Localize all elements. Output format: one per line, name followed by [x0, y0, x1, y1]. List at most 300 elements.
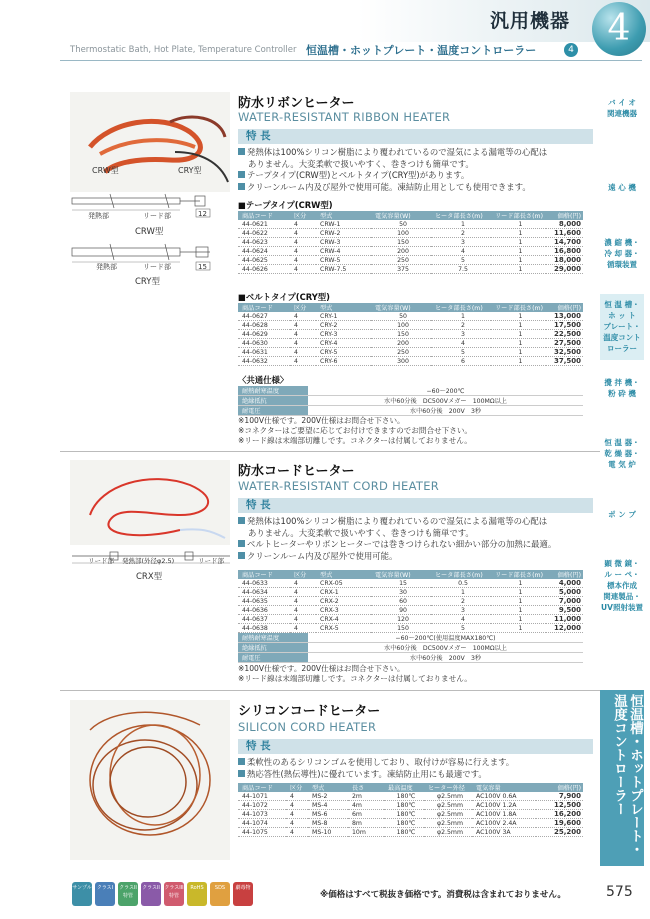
table-cell: 1: [491, 238, 546, 247]
spec-row: [238, 653, 583, 663]
table-cell: MS-4: [308, 801, 348, 810]
table-cell: AC100V 3A: [472, 828, 536, 837]
table-row: [238, 229, 583, 238]
table-header-row: [238, 211, 583, 220]
table-cell: 2: [431, 321, 491, 330]
table-cell: 4: [290, 579, 316, 588]
diagram-label-heat: 発熱部: [88, 212, 109, 220]
subtitle-en: Thermostatic Bath, Hot Plate, Temperature Controller: [70, 45, 297, 55]
footer-badge-icon: クラスII特管: [118, 882, 138, 906]
table-cell: 90: [371, 606, 431, 615]
table-cell: 6: [431, 357, 491, 366]
table-cell: CRW-5: [316, 256, 371, 265]
ribbon-heater-photo: [70, 92, 230, 192]
table-cell: 4: [290, 357, 316, 366]
table-cell: 100: [371, 321, 431, 330]
table-cell: 6m: [348, 810, 384, 819]
table-cell: 44-0632: [238, 357, 290, 366]
table-cell: 44-0633: [238, 579, 290, 588]
column-header: 区分: [290, 303, 316, 312]
note: ※リード線は末端部切離しです。コネクターは付属しておりません。: [238, 436, 472, 445]
table-cell: 44-0622: [238, 229, 290, 238]
spec-key: 絶縁抵抗: [238, 643, 308, 653]
table-cell: 4: [290, 624, 316, 633]
column-header: リード部長さ(m): [491, 570, 546, 579]
common-spec-title: 〈共通仕様〉: [238, 375, 289, 385]
table-cell: 1: [491, 339, 546, 348]
spec-key: 耐熱耐寒温度: [238, 386, 308, 396]
table-row: [238, 238, 583, 247]
table-cell: 4: [290, 321, 316, 330]
spec-key: 絶縁抵抗: [238, 396, 308, 406]
table-row: [238, 265, 583, 274]
table-cell: 1: [491, 348, 546, 357]
bullet: 発熱体は100%シリコン樹脂により覆われているので湿気による漏電等の心配は: [238, 516, 598, 528]
table-cell: 3: [431, 330, 491, 339]
table-cell: 44-1072: [238, 801, 286, 810]
cord-diagram-lead2: リード部: [198, 557, 224, 565]
table-cell: 13,000: [546, 312, 583, 321]
table-row: [238, 819, 583, 828]
table-cell: 8,000: [546, 220, 583, 229]
table-cell: 4,000: [546, 579, 583, 588]
table-cell: 12,000: [546, 624, 583, 633]
sidebar-item-pump[interactable]: [600, 509, 644, 523]
bullet-cont: ありません。大変柔軟で扱いやすく、巻きつけも簡単です。: [248, 527, 474, 538]
table-row: [238, 357, 583, 366]
table-cell: 37,500: [546, 357, 583, 366]
column-header: 区分: [290, 570, 316, 579]
table-cell: 200: [371, 247, 431, 256]
table-cell: 2m: [348, 792, 384, 801]
table-cell: 1: [431, 312, 491, 321]
table-cell: 12,500: [536, 801, 583, 810]
table-cell: CRX-05: [316, 579, 371, 588]
table-cell: φ2.5mm: [424, 801, 472, 810]
sidebar-label: 濃 縮 機・ 冷 却 器・ 循環装置: [604, 238, 640, 269]
table-cell: 1: [491, 220, 546, 229]
table-cell: 2: [431, 229, 491, 238]
spec-value: 水中60分後 200V 3秒: [308, 406, 583, 416]
table-cell: 1: [491, 312, 546, 321]
column-header: リード部長さ(m): [491, 303, 546, 312]
table-cell: 1: [491, 357, 546, 366]
table-cell: 14,700: [546, 238, 583, 247]
table-cell: CRY-4: [316, 339, 371, 348]
table-cell: 180℃: [384, 801, 424, 810]
column-header: 商品コード: [238, 570, 290, 579]
sidebar-label: 恒 温 器・ 乾 燥 器・ 電 気 炉: [604, 438, 640, 469]
table-cell: MS-10: [308, 828, 348, 837]
table-cell: 5: [431, 256, 491, 265]
ribbon-title: 防水リボンヒーター: [238, 96, 355, 111]
table-cell: 180℃: [384, 810, 424, 819]
table-row: [238, 597, 583, 606]
table-cell: 17,500: [546, 321, 583, 330]
silicon-title-en: SILICON CORD HEATER: [238, 720, 377, 734]
table-cell: 29,000: [546, 265, 583, 274]
table-cell: 4: [290, 220, 316, 229]
table-cell: 4: [290, 229, 316, 238]
table-cell: 44-1071: [238, 792, 286, 801]
table-cell: 11,600: [546, 229, 583, 238]
table-cell: AC100V 1.8A: [472, 810, 536, 819]
column-header: 型式: [316, 303, 371, 312]
tape-type-title: ■テープタイプ(CRW型): [238, 200, 333, 210]
section-divider: [60, 451, 600, 452]
table-cell: 7,900: [536, 792, 583, 801]
table-cell: 1: [491, 597, 546, 606]
spec-row: [238, 633, 583, 643]
sidebar-item-bio[interactable]: [600, 97, 644, 127]
table-cell: 4: [290, 339, 316, 348]
table-cell: AC100V 1.2A: [472, 801, 536, 810]
table-cell: CRY-3: [316, 330, 371, 339]
table-cell: 44-0627: [238, 312, 290, 321]
table-cell: φ2.5mm: [424, 819, 472, 828]
bullet: 発熱体は100%シリコン樹脂により覆われているので湿気による漏電等の心配は: [238, 147, 598, 159]
table-cell: 4: [290, 330, 316, 339]
bullet-cont: ありません。大変柔軟で扱いやすく、巻きつけも簡単です。: [248, 158, 474, 169]
column-header: 区分: [290, 211, 316, 220]
table-cell: φ2.5mm: [424, 810, 472, 819]
sidebar-label: バ イ オ 関連機器: [607, 98, 637, 118]
cord-title-en: WATER-RESISTANT CORD HEATER: [238, 479, 440, 493]
table-cell: 27,500: [546, 339, 583, 348]
table-cell: 22,500: [546, 330, 583, 339]
table-cell: 1: [491, 588, 546, 597]
column-header: 電気容量: [472, 783, 536, 792]
spec-value: 水中60分後 200V 3秒: [308, 653, 583, 663]
column-header: 価格(円): [546, 211, 583, 220]
column-header: 最高温度: [384, 783, 424, 792]
photo-label-cry: CRY型: [178, 166, 202, 175]
bullet: テープタイプ(CRW型)とベルトタイプ(CRY型)があります。: [238, 170, 598, 182]
table-cell: 180℃: [384, 819, 424, 828]
table-cell: CRY-1: [316, 312, 371, 321]
column-header: 商品コード: [238, 211, 290, 220]
table-cell: 4: [290, 256, 316, 265]
current-category-label: 恒温槽・ホットプレート・温度コントローラー: [611, 694, 643, 856]
table-cell: 4: [290, 312, 316, 321]
diagram-model-crw: CRW型: [135, 227, 164, 237]
table-cell: 44-0625: [238, 256, 290, 265]
table-cell: 44-0631: [238, 348, 290, 357]
table-cell: 4: [290, 588, 316, 597]
column-header: 価格(円): [546, 570, 583, 579]
table-cell: MS-6: [308, 810, 348, 819]
table-header-row: [238, 783, 583, 792]
table-row: [238, 247, 583, 256]
spec-key: 耐電圧: [238, 653, 308, 663]
footer-badge-icon: サンプル: [72, 882, 92, 906]
diagram-label-heat: 発熱部: [96, 263, 117, 271]
cord-diagram-heat: 発熱部(外径φ2.5): [122, 557, 175, 565]
table-row: [238, 615, 583, 624]
silicon-table: [238, 783, 583, 837]
table-cell: 9,500: [546, 606, 583, 615]
table-row: [238, 256, 583, 265]
spec-key: 耐電圧: [238, 406, 308, 416]
bullet: ベルトヒーターやリボンヒーターでは巻きつけられない細かい部分の加熱に最適。: [238, 539, 598, 551]
table-cell: 5: [431, 348, 491, 357]
cord-common-spec: [238, 633, 583, 663]
table-cell: 44-0621: [238, 220, 290, 229]
table-cell: CRX-3: [316, 606, 371, 615]
column-header: ヒータ部長さ(m): [431, 211, 491, 220]
sidebar-item-microscope[interactable]: [600, 558, 644, 618]
cord-bullets: [238, 516, 598, 562]
table-cell: 4: [290, 265, 316, 274]
column-header: ヒータ部長さ(m): [431, 303, 491, 312]
table-header-row: [238, 570, 583, 579]
diagram-width-crw: 12: [198, 210, 207, 218]
ribbon-diagram: [70, 192, 235, 287]
subtitle-jp: 恒温槽・ホットプレート・温度コントローラー: [306, 44, 537, 57]
table-cell: 5: [431, 624, 491, 633]
table-cell: 44-0626: [238, 265, 290, 274]
table-cell: 4: [286, 801, 308, 810]
table-row: [238, 792, 583, 801]
price-note: ※価格はすべて税抜き価格です。消費税は含まれておりません。: [320, 890, 566, 900]
table-cell: 44-1074: [238, 819, 286, 828]
sidebar-item-thermostat[interactable]: [600, 294, 644, 360]
spec-row: [238, 396, 583, 406]
footer-badge-icon: クラスII: [141, 882, 161, 906]
table-cell: 4: [290, 348, 316, 357]
subtitle-number: 4: [564, 43, 578, 57]
table-cell: 1: [491, 265, 546, 274]
footer-badge-icon: 劇毒物: [233, 882, 253, 906]
table-cell: 16,200: [536, 810, 583, 819]
table-cell: φ2.5mm: [424, 792, 472, 801]
footer-badge-icon: クラスI: [95, 882, 115, 906]
table-cell: 4: [286, 810, 308, 819]
ribbon-heater-image: [70, 92, 230, 192]
bullet: 熱応答性(熱伝導性)に優れています。凍結防止用にも最適です。: [238, 769, 598, 781]
table-cell: 1: [431, 220, 491, 229]
note: ※リード線は末端部切離しです。コネクターは付属しておりません。: [238, 674, 472, 683]
silicon-heater-photo: [70, 700, 230, 860]
table-row: [238, 339, 583, 348]
table-cell: 100: [371, 229, 431, 238]
spec-value: −60〜200℃(使用温度MAX180℃): [308, 633, 583, 643]
table-cell: 44-0635: [238, 597, 290, 606]
column-header: 型式: [316, 211, 371, 220]
table-cell: CRX-5: [316, 624, 371, 633]
table-cell: 4: [286, 819, 308, 828]
table-cell: 44-0623: [238, 238, 290, 247]
table-cell: CRY-2: [316, 321, 371, 330]
table-cell: 60: [371, 597, 431, 606]
spec-row: [238, 643, 583, 653]
table-cell: 4m: [348, 801, 384, 810]
sidebar-label: ポ ン プ: [608, 510, 636, 519]
table-row: [238, 624, 583, 633]
sidebar-item-incubator[interactable]: [600, 437, 644, 475]
footer-badge-icon: クラスIII特管: [164, 882, 184, 906]
footer-badge-icon: RoHS: [187, 882, 207, 906]
table-cell: 150: [371, 624, 431, 633]
table-row: [238, 828, 583, 837]
table-cell: 44-0636: [238, 606, 290, 615]
table-cell: 4: [431, 247, 491, 256]
table-row: [238, 801, 583, 810]
table-cell: 44-1073: [238, 810, 286, 819]
sidebar-label: 恒 温 槽・ ホ ッ ト プレート・ 温度コント ローラー: [603, 300, 641, 353]
ribbon-title-en: WATER-RESISTANT RIBBON HEATER: [238, 110, 451, 124]
tape-type-table: [238, 211, 583, 274]
spec-value: 水中60分後 DC500Vメガー 100MΩ以上: [308, 396, 583, 406]
table-cell: 19,600: [536, 819, 583, 828]
table-cell: CRX-2: [316, 597, 371, 606]
spec-key: 耐熱耐寒温度: [238, 633, 308, 643]
table-cell: 180℃: [384, 828, 424, 837]
table-cell: 4: [290, 247, 316, 256]
table-cell: 25,200: [536, 828, 583, 837]
table-cell: 4: [290, 606, 316, 615]
table-cell: CRW-2: [316, 229, 371, 238]
cord-notes: [238, 664, 472, 684]
table-cell: 32,500: [546, 348, 583, 357]
column-header: 価格(円): [546, 303, 583, 312]
table-row: [238, 330, 583, 339]
diagram-width-cry: 15: [198, 263, 207, 271]
table-cell: 1: [491, 624, 546, 633]
table-cell: 44-0628: [238, 321, 290, 330]
table-cell: 10m: [348, 828, 384, 837]
table-cell: 3: [431, 238, 491, 247]
table-cell: 4: [290, 615, 316, 624]
table-cell: 44-1075: [238, 828, 286, 837]
sidebar-label: 遠 心 機: [608, 183, 636, 192]
table-cell: CRW-4: [316, 247, 371, 256]
note: ※コネクターはご要望に応じてお付けできますのでお問合せ下さい。: [238, 426, 473, 435]
table-row: [238, 810, 583, 819]
column-header: 商品コード: [238, 303, 290, 312]
table-cell: 1: [491, 229, 546, 238]
sidebar-label: 顕 微 鏡・ ル ー ペ・ 標本作成 関連製品・ UV照射装置: [601, 559, 643, 612]
table-row: [238, 348, 583, 357]
column-header: 電気容量(W): [371, 211, 431, 220]
table-cell: 250: [371, 256, 431, 265]
table-cell: 16,800: [546, 247, 583, 256]
table-cell: 1: [491, 615, 546, 624]
table-cell: 150: [371, 330, 431, 339]
table-cell: 150: [371, 238, 431, 247]
table-cell: 120: [371, 615, 431, 624]
table-row: [238, 606, 583, 615]
cord-heater-photo: [70, 460, 230, 545]
column-header: 長さ: [348, 783, 384, 792]
table-row: [238, 321, 583, 330]
cord-title: 防水コードヒーター: [238, 464, 355, 479]
table-cell: 44-0629: [238, 330, 290, 339]
table-cell: 4: [286, 828, 308, 837]
table-cell: 5,000: [546, 588, 583, 597]
table-cell: 0.5: [431, 579, 491, 588]
table-row: [238, 312, 583, 321]
table-cell: 4: [290, 238, 316, 247]
silicon-heater-image: [70, 700, 230, 860]
table-cell: 4: [290, 597, 316, 606]
note: ※100V仕様です。200V仕様はお問合せ下さい。: [238, 664, 405, 673]
sidebar-item-centrifuge[interactable]: [600, 182, 644, 196]
table-cell: CRW-3: [316, 238, 371, 247]
silicon-bullets: [238, 757, 598, 780]
table-cell: MS-2: [308, 792, 348, 801]
diagram-label-lead: リード部: [143, 263, 171, 271]
ribbon-common-spec: [238, 386, 583, 416]
table-cell: 30: [371, 588, 431, 597]
table-cell: 8m: [348, 819, 384, 828]
silicon-title: シリコンコードヒーター: [238, 704, 381, 719]
table-cell: 44-0630: [238, 339, 290, 348]
column-header: 型式: [316, 570, 371, 579]
table-cell: CRY-5: [316, 348, 371, 357]
table-cell: 180℃: [384, 792, 424, 801]
table-cell: CRW-1: [316, 220, 371, 229]
table-cell: 1: [491, 247, 546, 256]
bullet: 柔軟性のあるシリコンゴムを使用しており、取付けが容易に行えます。: [238, 757, 598, 769]
table-cell: 44-0637: [238, 615, 290, 624]
column-header: 電気容量(W): [371, 303, 431, 312]
table-cell: CRY-6: [316, 357, 371, 366]
column-header: 価格(円): [536, 783, 583, 792]
table-cell: 375: [371, 265, 431, 274]
belt-type-table: [238, 303, 583, 366]
table-cell: 1: [491, 606, 546, 615]
table-cell: 1: [491, 579, 546, 588]
footer-badge-icon: SDS: [210, 882, 230, 906]
table-cell: 50: [371, 312, 431, 321]
table-cell: CRX-4: [316, 615, 371, 624]
sidebar-label: 攪 拌 機・ 粉 砕 機: [604, 378, 640, 398]
section-divider: [60, 690, 600, 691]
cord-table: [238, 570, 583, 633]
table-cell: CRW-7.5: [316, 265, 371, 274]
table-cell: 44-0634: [238, 588, 290, 597]
table-cell: 200: [371, 339, 431, 348]
spec-value: 水中60分後 DC500Vメガー 100MΩ以上: [308, 643, 583, 653]
column-header: 型式: [308, 783, 348, 792]
table-cell: 7,000: [546, 597, 583, 606]
table-cell: 2: [431, 597, 491, 606]
column-header: 商品コード: [238, 783, 286, 792]
table-cell: CRX-1: [316, 588, 371, 597]
cord-diagram-model: CRX型: [136, 572, 163, 582]
table-cell: 18,000: [546, 256, 583, 265]
table-cell: 1: [491, 256, 546, 265]
spec-row: [238, 406, 583, 416]
table-cell: 7.5: [431, 265, 491, 274]
note: ※100V仕様です。200V仕様はお問合せ下さい。: [238, 416, 405, 425]
table-cell: 4: [431, 339, 491, 348]
sidebar-item-concentrator[interactable]: [600, 237, 644, 275]
column-header: 電気容量(W): [371, 570, 431, 579]
belt-type-title: ■ベルトタイプ(CRY型): [238, 292, 330, 302]
table-row: [238, 588, 583, 597]
table-cell: 15: [371, 579, 431, 588]
sidebar-item-stirrer[interactable]: [600, 377, 644, 403]
page-number: 575: [606, 884, 633, 900]
table-cell: 1: [491, 321, 546, 330]
cord-features-header: 特 長: [238, 498, 593, 513]
ribbon-bullets: [238, 147, 598, 193]
table-cell: 44-0624: [238, 247, 290, 256]
column-header: リード部長さ(m): [491, 211, 546, 220]
cord-diagram-lead: リード部: [88, 557, 114, 565]
